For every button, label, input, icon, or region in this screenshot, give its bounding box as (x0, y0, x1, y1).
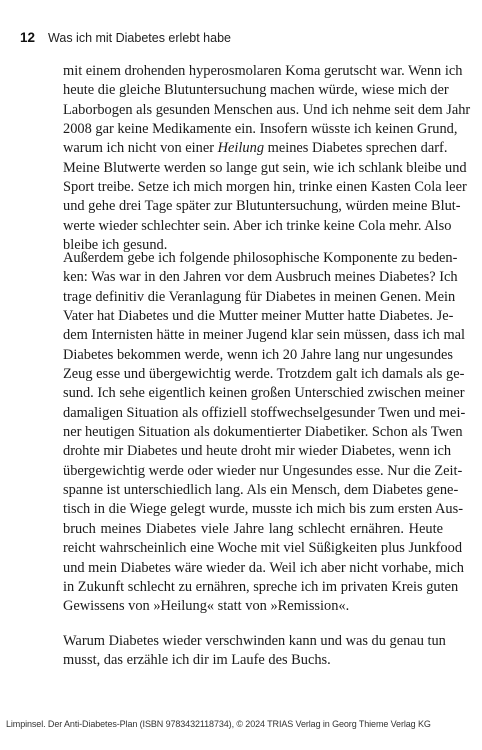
text-line: und gehe drei Tage später zur Blutuntersuchung, würden meine Blut- (63, 198, 461, 215)
text-line: ken: Was war in den Jahren vor dem Ausbruch meines Diabetes? Ich (63, 269, 458, 286)
text-line: in Zukunft schlecht zu ernähren, spreche ich im privaten Kreis guten (63, 578, 459, 595)
body-text (63, 62, 471, 670)
text-line: Diabetes bekommen werde, wenn ich 20 Jahre lang nur ungesundes (63, 346, 454, 363)
text-line: Zeug esse und übergewichtig werde. Trotzdem galt ich damals als ge- (63, 366, 465, 383)
text-line: Gewissens von »Heilung« statt von »Remission«. (63, 598, 350, 615)
text-line: mit einem drohenden hyperosmolaren Koma gerutscht war. Wenn ich (63, 63, 463, 79)
running-title: Was ich mit Diabetes erlebt habe (48, 31, 231, 45)
text-line: musst, das erzähle ich dir im Laufe des Buchs. (63, 651, 331, 668)
text-line: heute die gleiche Blutuntersuchung machen würde, wiese mich der (63, 82, 449, 99)
text-line: bruch meines Diabetes viele Jahre lang schlecht ernähren. Heute (63, 520, 443, 537)
text-line: damaligen Situation als offiziell stoffwechselgesunder Twen und mei- (63, 404, 466, 421)
paragraph (63, 632, 446, 671)
text-line: Warum Diabetes wieder verschwinden kann und was du genau tun (63, 632, 446, 649)
text-line: Laborbogen als gesunden Menschen aus. Und ich nehme seit dem Jahr (63, 101, 471, 118)
text-line: spanne ist unterschiedlich lang. Als ein Mensch, dem Diabetes gene- (63, 482, 459, 499)
text-line: sund. Ich sehe eigentlich keinen großen Unterschied zwischen meiner (63, 385, 465, 402)
text-line: tisch in die Wiege gelegt wurde, musste ich mich bis zum ersten Aus- (63, 501, 464, 518)
paragraph (63, 62, 471, 254)
text-line: 2008 gar keine Medikamente ein. Insofern wüsste ich keinen Grund, (63, 121, 458, 138)
text-line: drohte mir Diabetes und heute droht mir wieder Diabetes, wenn ich (63, 443, 452, 460)
text-line: werte wieder schlechter sein. Aber ich trinke keine Cola mehr. Also (63, 217, 452, 234)
copyright-footer: Limpinsel. Der Anti-Diabetes-Plan (ISBN 9783432118734), © 2024 TRIAS Verlag in Georg Thieme Verlag KG (6, 719, 431, 729)
text-line: Sport treibe. Setze ich mich morgen hin, trinke einen Kasten Cola leer (63, 179, 467, 196)
text-line: reicht wahrscheinlich eine Woche mit viel Süßigkeiten plus Junkfood (63, 540, 463, 557)
text-line: warum ich nicht von einer Heilung meines Diabetes sprechen darf. (63, 140, 448, 157)
running-head (20, 30, 231, 48)
text-line: ner heutigen Situation als dokumentierter Diabetiker. Schon als Twen (63, 424, 463, 441)
paragraph (63, 249, 466, 617)
text-line: Meine Blutwerte werden so lange gut sein, wie ich schlank bleibe und (63, 159, 467, 176)
text-line: trage definitiv die Veranlagung für Diabetes in meinen Genen. Mein (63, 288, 456, 305)
text-line: übergewichtig werde oder wieder nur Ungesundes esse. Nur die Zeit- (63, 462, 463, 479)
emphasis: Heilung (217, 140, 265, 157)
page-number: 12 (20, 30, 36, 45)
text-line: und mein Diabetes wäre wieder da. Weil ich aber nicht vorhabe, mich (63, 559, 464, 576)
text-line: Vater hat Diabetes und die Mutter meiner Mutter hatte Diabetes. Je- (63, 308, 454, 325)
text-line: bleibe ich gesund. (63, 237, 168, 254)
text-line: dem Internisten hätte in meiner Jugend klar sein müssen, dass ich mal (63, 327, 466, 344)
text-line: Außerdem gebe ich folgende philosophische Komponente zu beden- (63, 250, 458, 266)
